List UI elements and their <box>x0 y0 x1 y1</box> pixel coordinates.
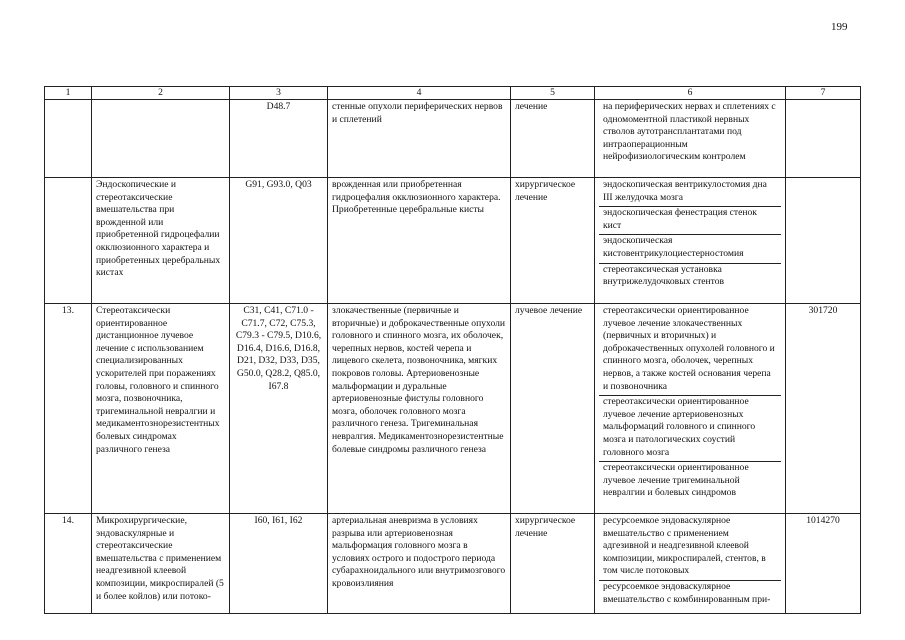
patient-model: злокачественные (первичные и вторичные) и доброкачественные опухоли головного и спинного мозга, их оболочек, черепных нервов, костей черепа и лицевого скелета, позвоночника, мягких покровов головы. Артериовенозные мальформации и дуральные артериовенозные фистулы головного мозга, оболочек головного мозга различного генеза. Тригеминальная невралгия. Медикаментознорезистентные болевые синдромы различного генеза <box>328 304 511 514</box>
treatment-method: стереотаксическая установка внутрижелудочковых стентов <box>603 263 725 288</box>
column-number-7: 7 <box>786 87 861 100</box>
treatment-method: эндоскопическая фенестрация стенок кист <box>599 207 781 235</box>
intervention-name: Эндоскопические и стереотаксические вмешательства при врожденной или приобретенной гидроцефалии окклюзионного характера и приобретенных церебральных кистах <box>92 178 230 304</box>
patient-model: артериальная аневризма в условиях разрыва или артериовенозная мальформация головного мозга в условиях острого и подострого периода субарахноидального или внутримозгового кровоизлияния <box>328 514 511 614</box>
treatment-method: стереотаксически ориентированное лучевое лечение артериовенозных мальформаций головного и спинного мозга и патологических соустий головного мозга <box>599 396 781 462</box>
treatment-methods <box>595 304 786 514</box>
treatment-type: лечение <box>511 100 595 178</box>
column-number-2: 2 <box>92 87 230 100</box>
icd-codes: I60, I61, I62 <box>230 514 328 614</box>
page-number: 199 <box>831 21 848 33</box>
treatment-method: эндоскопическая вентрикулостомия дна III желудочка мозга <box>599 179 781 207</box>
treatment-type: хирургическое лечение <box>511 514 595 614</box>
row-number <box>45 178 92 304</box>
treatment-type: хирургическое лечение <box>511 178 595 304</box>
tariff-value: 301720 <box>786 304 861 514</box>
treatment-methods <box>595 514 786 614</box>
treatment-method: стереотаксически ориентированное лучевое лечение тригеминальной невралгии и болевых синдромов <box>603 462 749 499</box>
icd-codes: G91, G93.0, Q03 <box>230 178 328 304</box>
column-number-6: 6 <box>595 87 786 100</box>
treatment-method: на периферических нервах и сплетениях с одномоментной пластикой нервных стволов аутотрансплантатами под интраоперационным нейрофизиологическим контролем <box>603 101 776 163</box>
row-number: 14. <box>45 514 92 614</box>
medical-care-table <box>44 86 861 614</box>
intervention-name <box>92 100 230 178</box>
column-number-5: 5 <box>511 87 595 100</box>
intervention-name: Стереотаксически ориентированное дистанционное лучевое лечение с использованием специализированных ускорителей при поражениях головы, головного и спинного мозга, позвоночника, тригеминальной невралгии и медикаментознорезистентных болевых синдромах различного генеза <box>92 304 230 514</box>
column-number-3: 3 <box>230 87 328 100</box>
tariff-value: 1014270 <box>786 514 861 614</box>
row-number <box>45 100 92 178</box>
treatment-methods <box>595 100 786 178</box>
tariff-value <box>786 178 861 304</box>
treatment-method: эндоскопическая кистовентрикулоциестерностомия <box>599 235 781 263</box>
treatment-methods <box>595 178 786 304</box>
row-number: 13. <box>45 304 92 514</box>
intervention-name: Микрохирургические, эндоваскулярные и стереотаксические вмешательства с применением неадгезивной клеевой композиции, микроспиралей (5 и более койлов) или потоко- <box>92 514 230 614</box>
table-row <box>45 304 861 514</box>
table-row <box>45 100 861 178</box>
treatment-method: ресурсоемкое эндоваскулярное вмешательство с применением адгезивной и неадгезивной клеевой композиции, микроспиралей, стентов, в том числе потоковых <box>599 515 781 581</box>
icd-codes: C31, C41, C71.0 - C71.7, C72, C75.3, C79.3 - C79.5, D10.6, D16.4, D16.6, D16.8, D21, D32, D33, D35, G50.0, Q28.2, Q85.0, I67.8 <box>230 304 328 514</box>
treatment-method: ресурсоемкое эндоваскулярное вмешательство с комбинированным при- <box>603 580 771 605</box>
column-number-4: 4 <box>328 87 511 100</box>
column-number-1: 1 <box>45 87 92 100</box>
icd-codes: D48.7 <box>230 100 328 178</box>
column-number-header-row <box>45 87 861 100</box>
table-row <box>45 514 861 614</box>
tariff-value <box>786 100 861 178</box>
treatment-type: лучевое лечение <box>511 304 595 514</box>
table-row <box>45 178 861 304</box>
patient-model: врожденная или приобретенная гидроцефалия окклюзионного характера. Приобретенные церебральные кисты <box>328 178 511 304</box>
treatment-method: стереотаксически ориентированное лучевое лечение злокачественных (первичных и вторичных) и доброкачественных опухолей головного и спинного мозга, оболочек, черепных нервов, а также костей основания черепа и позвоночника <box>599 305 781 396</box>
patient-model: стенные опухоли периферических нервов и сплетений <box>328 100 511 178</box>
